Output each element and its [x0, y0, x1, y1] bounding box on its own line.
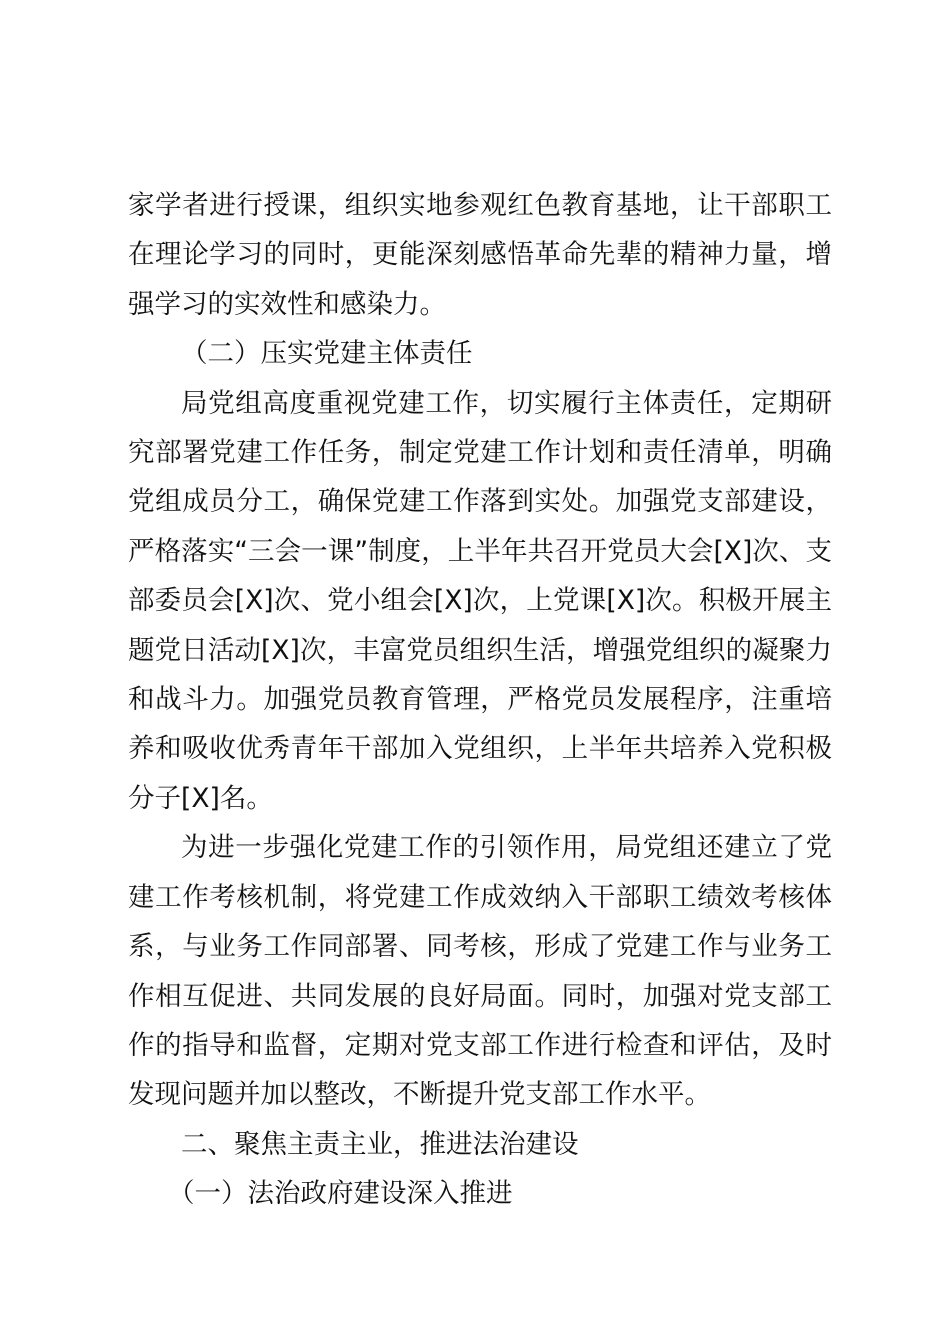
paragraph-assessment-mechanism: 为进一步强化党建工作的引领作用，局党组还建立了党建工作考核机制，将党建工作成效纳入干部职工绩效考核体系，与业务工作同部署、同考核，形成了党建工作与业务工作相互促进、共同发展的良好局面。同时，加强对党支部工作的指导和监督，定期对党支部工作进行检查和评估，及时发现问题并加以整改，不断提升党支部工作水平。: [128, 832, 832, 1111]
paragraph-continued: 家学者进行授课，组织实地参观红色教育基地，让干部职工在理论学习的同时，更能深刻感悟革命先辈的精神力量，增强学习的实效性和感染力。: [128, 190, 832, 320]
document-page: [128, 181, 832, 1219]
section-subheading-2: （二）压实党建主体责任: [181, 338, 473, 370]
section-heading-2: 二、聚焦主责主业，推进法治建设: [181, 1128, 579, 1160]
section-subheading-2-1: （一）法治政府建设深入推进: [168, 1178, 513, 1210]
paragraph-party-responsibility: 局党组高度重视党建工作，切实履行主体责任，定期研究部署党建工作任务，制定党建工作计划和责任清单，明确党组成员分工，确保党建工作落到实处。加强党支部建设，严格落实“三会一课”制度，上半年共召开党员大会[X]次、支部委员会[X]次、党小组会[X]次，上党课[X]次。积极开展主题党日活动[X]次，丰富党员组织生活，增强党组织的凝聚力和战斗力。加强党员教育管理，严格党员发展程序，注重培养和吸收优秀青年干部加入党组织，上半年共培养入党积极分子[X]名。: [128, 387, 832, 814]
